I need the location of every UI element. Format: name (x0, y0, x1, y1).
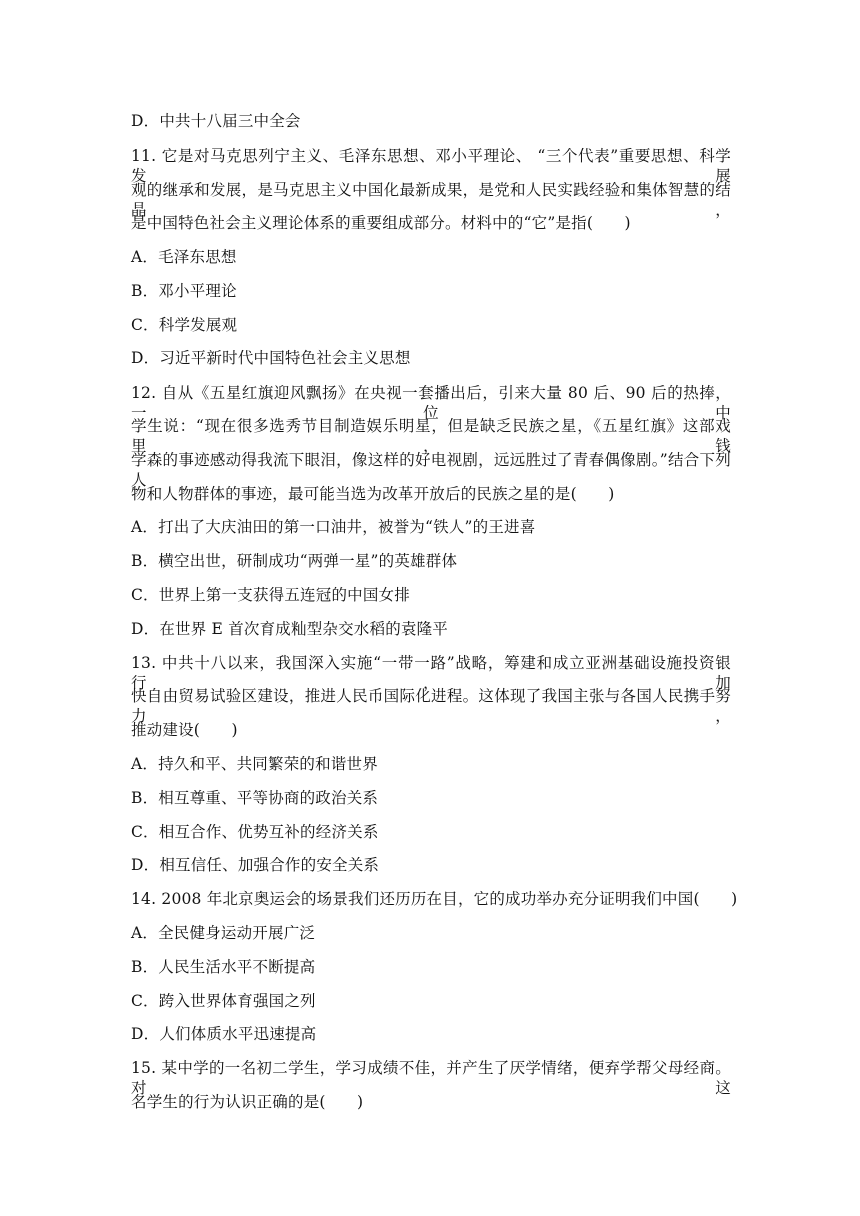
q12-option-c: C．世界上第一支获得五连冠的中国女排 (131, 586, 410, 604)
q13-option-d: D．相互信任、加强合作的安全关系 (131, 856, 380, 874)
q12-option-d: D．在世界 E 首次育成籼型杂交水稻的袁隆平 (131, 620, 448, 638)
q12-stem-line-3: 学森的事迹感动得我流下眼泪，像这样的好电视剧，远远胜过了青春偶像剧。”结合下列人 (131, 451, 731, 489)
q10-option-d: D．中共十八届三中全会 (131, 112, 301, 130)
q13-stem-line-3: 推动建设( ) (131, 721, 238, 739)
q12-stem-line-4: 物和人物群体的事迹，最可能当选为改革开放后的民族之星的是( ) (131, 485, 615, 503)
q11-option-a: A．毛泽东思想 (131, 248, 237, 266)
q14-option-a: A．全民健身运动开展广泛 (131, 924, 316, 942)
q14-option-b: B．人民生活水平不断提高 (131, 958, 316, 976)
q13-stem-line-2: 快自由贸易试验区建设，推进人民币国际化进程。这体现了我国主张与各国人民携手努力， (131, 687, 731, 725)
q11-option-c: C．科学发展观 (131, 316, 238, 334)
q13-option-b: B．相互尊重、平等协商的政治关系 (131, 789, 379, 807)
q14-option-c: C．跨入世界体育强国之列 (131, 992, 316, 1010)
q12-option-a: A．打出了大庆油田的第一口油井，被誉为“铁人”的王进喜 (131, 518, 536, 536)
q11-option-b: B．邓小平理论 (131, 282, 237, 300)
q12-option-b: B．横空出世，研制成功“两弹一星”的英雄群体 (131, 552, 458, 570)
q13-option-a: A．持久和平、共同繁荣的和谐世界 (131, 755, 378, 773)
q12-stem-line-2: 学生说：“现在很多选秀节目制造娱乐明星，但是缺乏民族之星，《五星红旗》这部戏里，钱 (131, 417, 731, 455)
q11-option-d: D．习近平新时代中国特色社会主义思想 (131, 349, 411, 367)
q11-stem-line-3: 是中国特色社会主义理论体系的重要组成部分。材料中的“它”是指( ) (131, 214, 631, 232)
q13-stem-line-1: 13. 中共十八以来，我国深入实施“一带一路”战略，筹建和成立亚洲基础设施投资银行，加 (131, 654, 731, 692)
q14-stem-line-1: 14. 2008 年北京奥运会的场景我们还历历在目，它的成功举办充分证明我们中国( ) (131, 890, 738, 908)
q11-stem-line-1: 11. 它是对马克思列宁主义、毛泽东思想、邓小平理论、 “三个代表”重要思想、科学发展 (131, 147, 731, 185)
q13-option-c: C．相互合作、优势互补的经济关系 (131, 823, 379, 841)
q15-stem-line-1: 15. 某中学的一名初二学生，学习成绩不佳，并产生了厌学情绪，便弃学帮父母经商。对这 (131, 1059, 731, 1097)
q14-option-d: D．人们体质水平迅速提高 (131, 1025, 317, 1043)
q11-stem-line-2: 观的继承和发展，是马克思主义中国化最新成果，是党和人民实践经验和集体智慧的结晶， (131, 181, 731, 219)
q12-stem-line-1: 12. 自从《五星红旗迎风飘扬》在央视一套播出后，引来大量 80 后、90 后的热捧，一位中 (131, 384, 731, 422)
q15-stem-line-2: 名学生的行为认识正确的是( ) (131, 1093, 364, 1111)
